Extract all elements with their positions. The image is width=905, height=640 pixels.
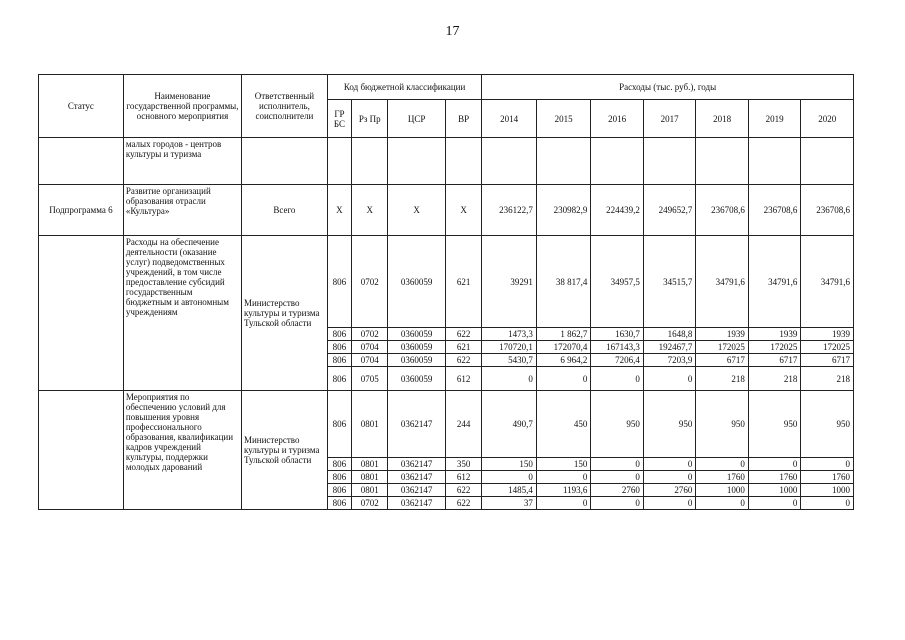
value-cell: 218 <box>696 367 749 391</box>
rzpr-cell: 0801 <box>352 471 388 484</box>
value-cell: 0 <box>591 458 644 471</box>
value-cell: 230982,9 <box>536 185 591 236</box>
header-csr: ЦСР <box>388 100 446 138</box>
value-cell: 490,7 <box>482 391 537 458</box>
page-number: 17 <box>445 24 460 39</box>
grbs-cell: X <box>327 185 351 236</box>
value-cell: 34791,6 <box>801 236 854 328</box>
rzpr-cell: 0801 <box>352 458 388 471</box>
value-cell: 0 <box>482 367 537 391</box>
grbs-cell: 806 <box>327 458 351 471</box>
csr-cell: 0362147 <box>388 458 446 471</box>
value-cell: 236708,6 <box>801 185 854 236</box>
rzpr-cell: 0702 <box>352 236 388 328</box>
value-cell: 0 <box>643 471 696 484</box>
value-cell: 192467,7 <box>643 341 696 354</box>
grbs-cell: 806 <box>327 341 351 354</box>
value-cell: 950 <box>696 391 749 458</box>
value-cell: 2760 <box>643 484 696 497</box>
header-year: 2014 <box>482 100 537 138</box>
header-vr: ВР <box>445 100 481 138</box>
value-cell: 236122,7 <box>482 185 537 236</box>
value-cell: 1939 <box>801 328 854 341</box>
value-cell: 1000 <box>748 484 801 497</box>
grbs-cell: 806 <box>327 367 351 391</box>
header-rzpr: Рз Пр <box>352 100 388 138</box>
program-name-cell: Мероприятия по обеспечению условий для повышения уровня профессионального образования, квалификации кадров учреждений культуры, поддержки молодых дарований <box>123 391 241 510</box>
value-cell: 1760 <box>696 471 749 484</box>
value-cell: 39291 <box>482 236 537 328</box>
value-cell: 167143,3 <box>591 341 644 354</box>
value-cell: 0 <box>536 471 591 484</box>
executor-cell: Всего <box>241 185 327 236</box>
header-year: 2016 <box>591 100 644 138</box>
value-cell: 0 <box>801 497 854 510</box>
value-cell: 170720,1 <box>482 341 537 354</box>
grbs-cell: 806 <box>327 328 351 341</box>
vr-cell: 621 <box>445 236 481 328</box>
value-cell: 34957,5 <box>591 236 644 328</box>
vr-cell: 350 <box>445 458 481 471</box>
value-cell: 0 <box>748 458 801 471</box>
csr-cell: 0360059 <box>388 367 446 391</box>
value-cell: 950 <box>591 391 644 458</box>
value-cell: 950 <box>643 391 696 458</box>
value-cell: 5430,7 <box>482 354 537 367</box>
value-cell: 0 <box>748 497 801 510</box>
value-cell: 0 <box>591 497 644 510</box>
value-cell: 7203,9 <box>643 354 696 367</box>
value-cell: 34791,6 <box>748 236 801 328</box>
value-cell: 218 <box>801 367 854 391</box>
table-row <box>39 138 854 185</box>
value-cell: 950 <box>748 391 801 458</box>
value-cell: 6717 <box>801 354 854 367</box>
vr-cell: 612 <box>445 367 481 391</box>
vr-cell: 612 <box>445 471 481 484</box>
value-cell: 1939 <box>748 328 801 341</box>
value-cell: 0 <box>643 367 696 391</box>
value-cell: 0 <box>801 458 854 471</box>
rzpr-cell: 0705 <box>352 367 388 391</box>
rzpr-cell: 0801 <box>352 391 388 458</box>
value-cell: 218 <box>748 367 801 391</box>
rzpr-cell: 0702 <box>352 328 388 341</box>
header-year: 2019 <box>748 100 801 138</box>
value-cell: 236708,6 <box>696 185 749 236</box>
executor-cell: Министерство культуры и туризма Тульской области <box>241 391 327 510</box>
header-year: 2015 <box>536 100 591 138</box>
value-cell: 1000 <box>696 484 749 497</box>
vr-cell: 622 <box>445 328 481 341</box>
value-cell: 172025 <box>696 341 749 354</box>
value-cell: 0 <box>591 471 644 484</box>
header-year: 2020 <box>801 100 854 138</box>
executor-cell: Министерство культуры и туризма Тульской области <box>241 236 327 391</box>
value-cell: 172025 <box>801 341 854 354</box>
header-status: Статус <box>39 75 124 138</box>
header-grbs: ГР БС <box>327 100 351 138</box>
value-cell: 0 <box>591 367 644 391</box>
vr-cell: 621 <box>445 341 481 354</box>
csr-cell: 0360059 <box>388 236 446 328</box>
value-cell: 7206,4 <box>591 354 644 367</box>
grbs-cell: 806 <box>327 354 351 367</box>
value-cell: 224439,2 <box>591 185 644 236</box>
value-cell: 1760 <box>801 471 854 484</box>
value-cell: 34515,7 <box>643 236 696 328</box>
grbs-cell: 806 <box>327 236 351 328</box>
value-cell: 2760 <box>591 484 644 497</box>
table-row <box>39 236 854 328</box>
value-cell: 1000 <box>801 484 854 497</box>
value-cell: 1193,6 <box>536 484 591 497</box>
value-cell: 0 <box>696 497 749 510</box>
vr-cell: X <box>445 185 481 236</box>
value-cell: 0 <box>482 471 537 484</box>
vr-cell: 622 <box>445 484 481 497</box>
program-name-cell: Развитие организаций образования отрасли «Культура» <box>123 185 241 236</box>
vr-cell: 622 <box>445 497 481 510</box>
value-cell: 6717 <box>696 354 749 367</box>
value-cell: 1939 <box>696 328 749 341</box>
value-cell: 1 862,7 <box>536 328 591 341</box>
table-row <box>39 391 854 458</box>
csr-cell: 0362147 <box>388 391 446 458</box>
value-cell: 1485,4 <box>482 484 537 497</box>
value-cell: 6 964,2 <box>536 354 591 367</box>
value-cell: 150 <box>482 458 537 471</box>
budget-table <box>38 74 854 510</box>
value-cell: 150 <box>536 458 591 471</box>
value-cell: 34791,6 <box>696 236 749 328</box>
csr-cell: X <box>388 185 446 236</box>
program-name-cell: малых городов - центров культуры и туризма <box>123 138 241 185</box>
csr-cell: 0360059 <box>388 341 446 354</box>
csr-cell: 0362147 <box>388 484 446 497</box>
value-cell: 1648,8 <box>643 328 696 341</box>
header-program-name: Наименование государственной программы, основного мероприятия <box>123 75 241 138</box>
value-cell: 249652,7 <box>643 185 696 236</box>
csr-cell: 0360059 <box>388 328 446 341</box>
value-cell: 1630,7 <box>591 328 644 341</box>
subprogram-row <box>39 185 854 236</box>
value-cell: 38 817,4 <box>536 236 591 328</box>
value-cell: 6717 <box>748 354 801 367</box>
value-cell: 172025 <box>748 341 801 354</box>
grbs-cell: 806 <box>327 471 351 484</box>
value-cell: 0 <box>536 497 591 510</box>
value-cell: 236708,6 <box>748 185 801 236</box>
rzpr-cell: 0704 <box>352 354 388 367</box>
header-executor: Ответственный исполнитель, соисполнители <box>241 75 327 138</box>
rzpr-cell: X <box>352 185 388 236</box>
csr-cell: 0362147 <box>388 497 446 510</box>
grbs-cell: 806 <box>327 497 351 510</box>
csr-cell: 0362147 <box>388 471 446 484</box>
grbs-cell: 806 <box>327 391 351 458</box>
rzpr-cell: 0704 <box>352 341 388 354</box>
header-budget-code: Код бюджетной классификации <box>327 75 482 100</box>
vr-cell: 622 <box>445 354 481 367</box>
value-cell: 0 <box>643 458 696 471</box>
value-cell: 37 <box>482 497 537 510</box>
header-expenses: Расходы (тыс. руб.), годы <box>482 75 854 100</box>
status-cell: Подпрограмма 6 <box>39 185 124 236</box>
vr-cell: 244 <box>445 391 481 458</box>
value-cell: 172070,4 <box>536 341 591 354</box>
value-cell: 0 <box>643 497 696 510</box>
value-cell: 950 <box>801 391 854 458</box>
header-year: 2017 <box>643 100 696 138</box>
value-cell: 0 <box>696 458 749 471</box>
value-cell: 1473,3 <box>482 328 537 341</box>
rzpr-cell: 0702 <box>352 497 388 510</box>
program-name-cell: Расходы на обеспечение деятельности (оказание услуг) подведомственных учреждений, в том числе предоставление субсидий государственным бюджетным и автономным учреждениям <box>123 236 241 391</box>
value-cell: 0 <box>536 367 591 391</box>
rzpr-cell: 0801 <box>352 484 388 497</box>
value-cell: 450 <box>536 391 591 458</box>
header-year: 2018 <box>696 100 749 138</box>
grbs-cell: 806 <box>327 484 351 497</box>
csr-cell: 0360059 <box>388 354 446 367</box>
value-cell: 1760 <box>748 471 801 484</box>
